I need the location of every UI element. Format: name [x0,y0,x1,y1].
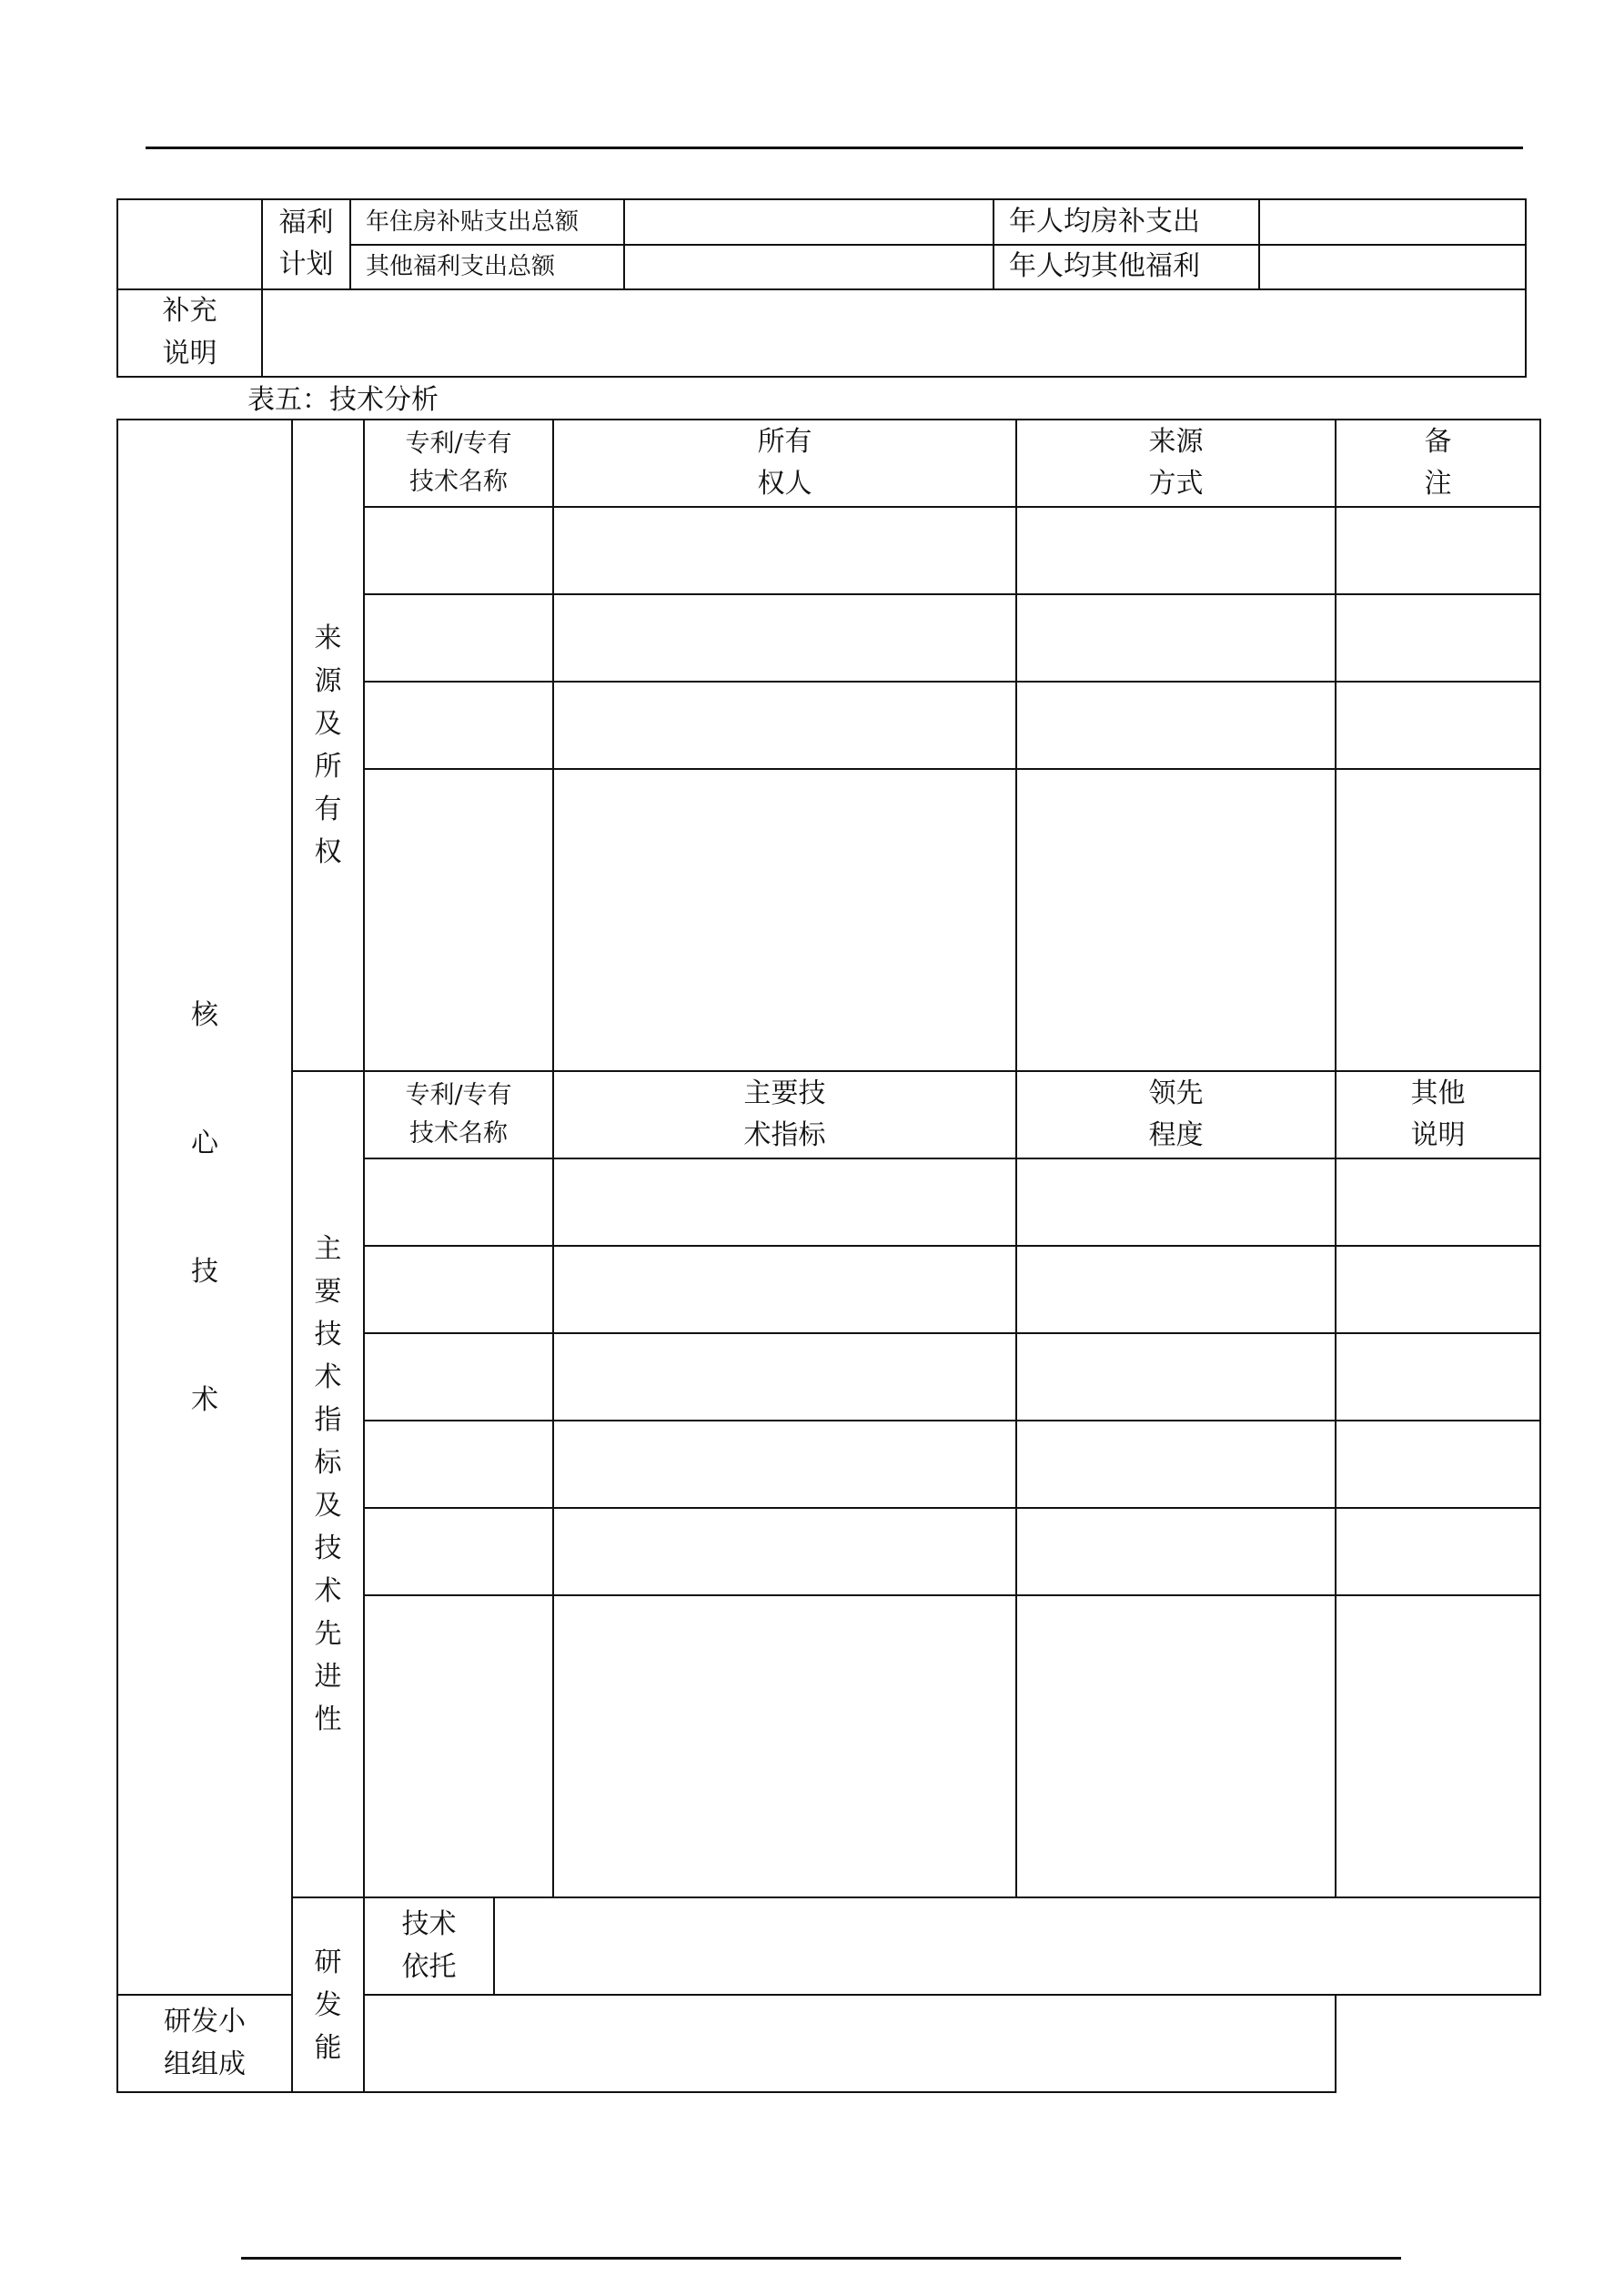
ownership-cell[interactable] [1336,682,1540,769]
indicators-cell[interactable] [1016,1246,1336,1333]
ownership-cell[interactable] [364,769,553,1071]
welfare-table [116,198,1527,378]
other-welfare-avg-value[interactable] [1259,245,1526,289]
ownership-header-owner: 所有 权人 [553,420,1016,507]
indicators-group-label: 主 要 技 术 指 标 及 技 术 先 进 性 [292,1071,364,1897]
housing-subsidy-avg-label: 年人均房补支出 [994,199,1259,245]
ownership-cell[interactable] [1016,769,1336,1071]
ownership-cell[interactable] [364,682,553,769]
ownership-cell[interactable] [1336,507,1540,594]
indicators-cell[interactable] [1336,1595,1540,1897]
supplement-value[interactable] [262,289,1526,377]
rd-group-label: 研 发 能 [292,1897,364,2092]
ownership-cell[interactable] [1016,507,1336,594]
rd-tech-support-label: 技术 依托 [364,1897,494,1995]
header-rule [146,147,1523,149]
indicators-cell[interactable] [364,1421,553,1508]
ownership-header-name: 专利/专有 技术名称 [364,420,553,507]
ownership-cell[interactable] [553,769,1016,1071]
other-welfare-total-value[interactable] [624,245,994,289]
indicators-cell[interactable] [1336,1421,1540,1508]
indicators-cell[interactable] [1016,1595,1336,1897]
indicators-header-metrics: 主要技 术指标 [553,1071,1016,1158]
indicators-cell[interactable] [1016,1158,1336,1246]
indicators-cell[interactable] [1016,1333,1336,1421]
indicators-header-lead: 领先 程度 [1016,1071,1336,1158]
ownership-cell[interactable] [364,594,553,682]
ownership-cell[interactable] [1336,769,1540,1071]
indicators-cell[interactable] [553,1508,1016,1595]
other-welfare-total-label: 其他福利支出总额 [350,245,624,289]
ownership-group-label: 来 源 及 所 有 权 [292,420,364,1071]
ownership-cell[interactable] [1336,594,1540,682]
rd-tech-support-value[interactable] [494,1897,1540,1995]
housing-subsidy-total-label: 年住房补贴支出总额 [350,199,624,245]
indicators-cell[interactable] [364,1508,553,1595]
indicators-cell[interactable] [1336,1508,1540,1595]
indicators-cell[interactable] [553,1595,1016,1897]
ownership-header-source: 来源 方式 [1016,420,1336,507]
core-tech-label: 核 心 技 术 [117,420,292,1995]
tech-analysis-table [116,419,1541,2093]
housing-subsidy-total-value[interactable] [624,199,994,245]
rd-team-value[interactable] [364,1995,1336,2092]
indicators-cell[interactable] [1336,1333,1540,1421]
indicators-header-notes: 其他 说明 [1336,1071,1540,1158]
other-welfare-avg-label: 年人均其他福利 [994,245,1259,289]
rd-team-label: 研发小 组组成 [117,1995,292,2092]
indicators-cell[interactable] [553,1158,1016,1246]
indicators-cell[interactable] [364,1158,553,1246]
indicators-cell[interactable] [364,1246,553,1333]
indicators-header-name: 专利/专有 技术名称 [364,1071,553,1158]
ownership-cell[interactable] [553,507,1016,594]
indicators-cell[interactable] [1016,1421,1336,1508]
indicators-cell[interactable] [1016,1508,1336,1595]
indicators-cell[interactable] [553,1421,1016,1508]
table5-caption: 表五：技术分析 [247,384,439,416]
ownership-cell[interactable] [1016,594,1336,682]
indicators-cell[interactable] [1336,1246,1540,1333]
welfare-blank-cell [117,199,262,289]
indicators-cell[interactable] [1336,1158,1540,1246]
ownership-cell[interactable] [364,507,553,594]
indicators-cell[interactable] [364,1333,553,1421]
indicators-cell[interactable] [553,1246,1016,1333]
supplement-label: 补充 说明 [117,289,262,377]
ownership-cell[interactable] [1016,682,1336,769]
ownership-header-remark: 备 注 [1336,420,1540,507]
ownership-cell[interactable] [553,682,1016,769]
welfare-plan-label: 福利 计划 [262,199,350,289]
indicators-cell[interactable] [553,1333,1016,1421]
housing-subsidy-avg-value[interactable] [1259,199,1526,245]
indicators-cell[interactable] [364,1595,553,1897]
ownership-cell[interactable] [553,594,1016,682]
footer-rule [241,2257,1401,2260]
